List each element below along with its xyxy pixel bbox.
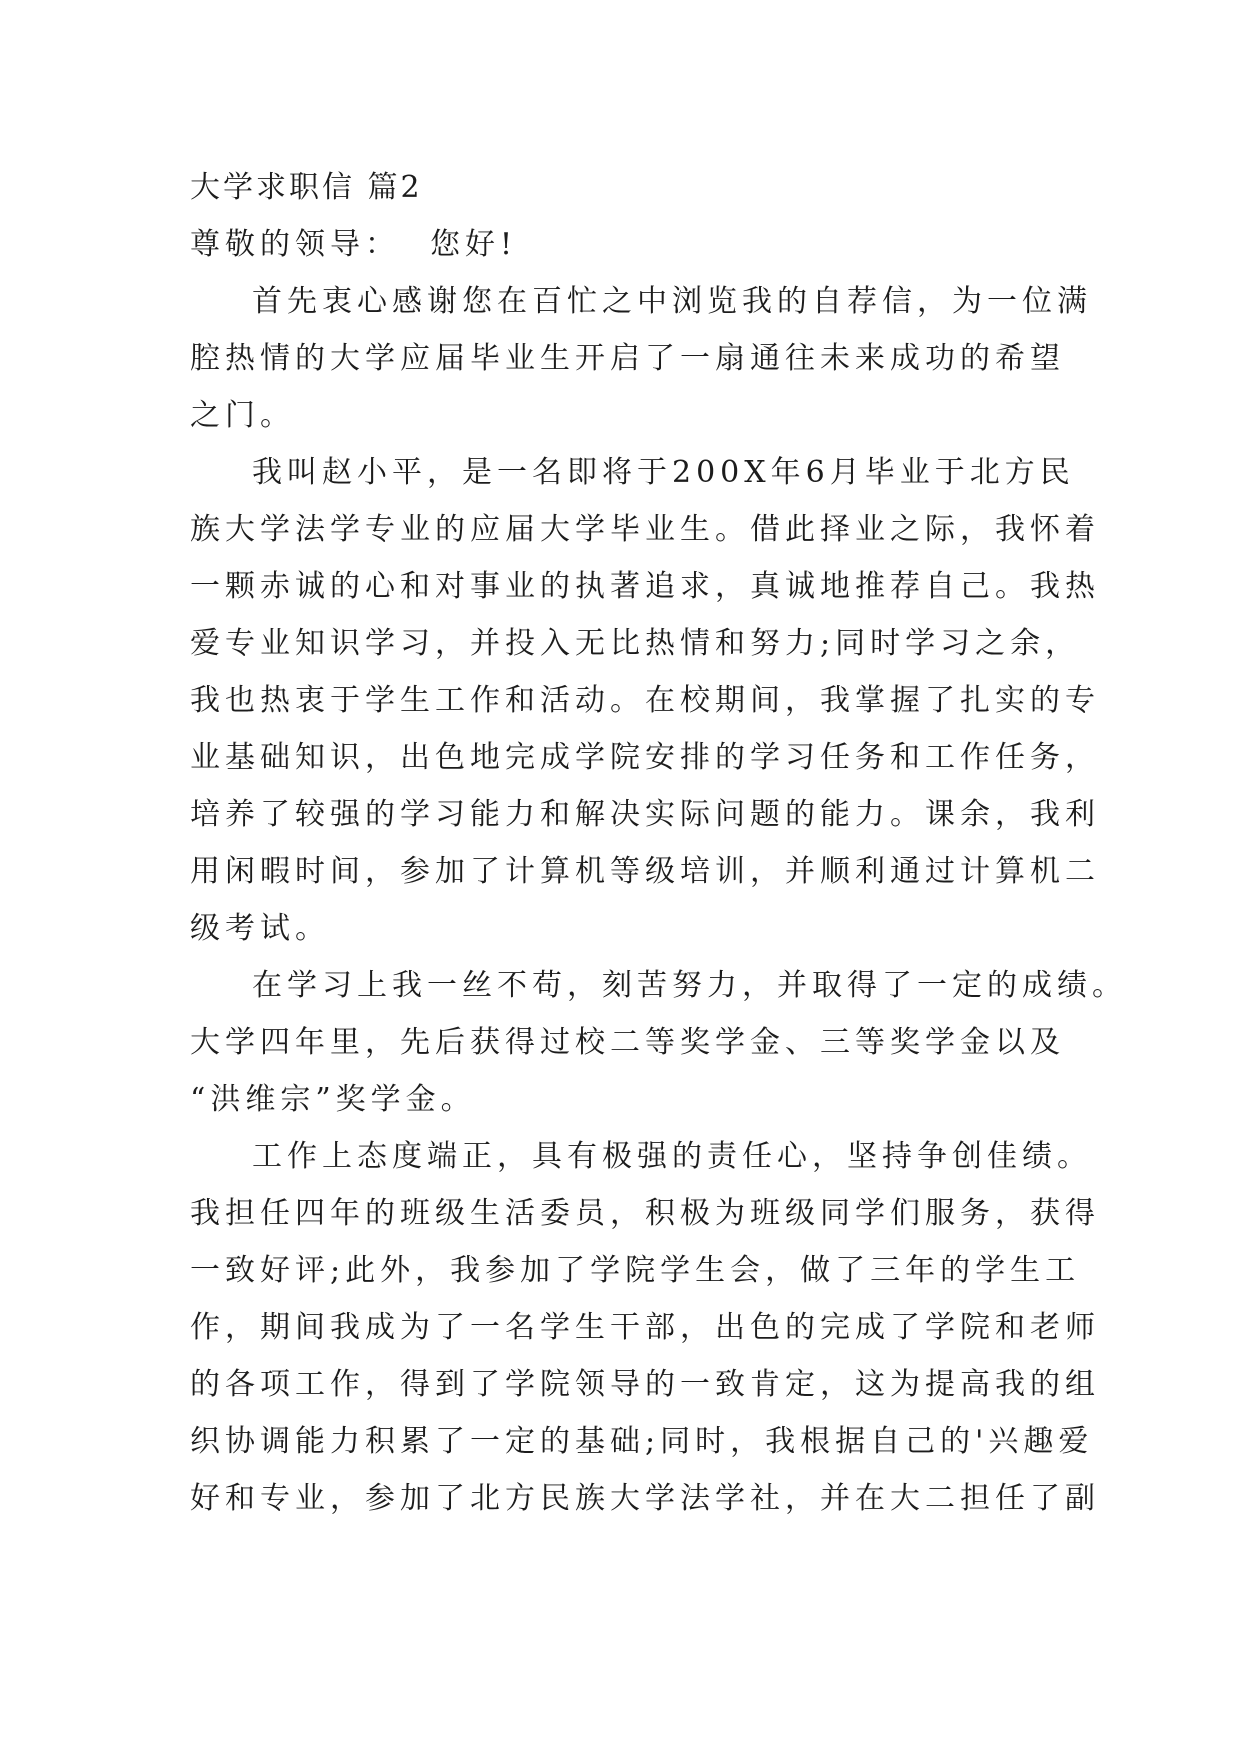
paragraph-line: 业基础知识，出色地完成学院安排的学习任务和工作任务， bbox=[190, 740, 1100, 775]
paragraph-line: 的各项工作，得到了学院领导的一致肯定，这为提高我的组 bbox=[190, 1367, 1100, 1402]
paragraph-line: 用闲暇时间，参加了计算机等级培训，并顺利通过计算机二 bbox=[190, 854, 1100, 889]
paragraph-line: 爱专业知识学习，并投入无比热情和努力;同时学习之余， bbox=[190, 626, 1081, 661]
greeting-line bbox=[190, 225, 517, 265]
paragraph-line: 之门。 bbox=[190, 398, 295, 433]
paragraph-line: 作，期间我成为了一名学生干部，出色的完成了学院和老师 bbox=[190, 1310, 1100, 1345]
paragraph-line: 首先衷心感谢您在百忙之中浏览我的自荐信，为一位满 bbox=[252, 284, 1092, 319]
paragraph-line: 我也热衷于学生工作和活动。在校期间，我掌握了扎实的专 bbox=[190, 683, 1100, 718]
salutation: 尊敬的领导： bbox=[190, 227, 400, 262]
paragraph-line: 族大学法学专业的应届大学毕业生。借此择业之际，我怀着 bbox=[190, 512, 1100, 547]
paragraph-line: 大学四年里，先后获得过校二等奖学金、三等奖学金以及 bbox=[190, 1025, 1065, 1060]
paragraph-line: 一颗赤诚的心和对事业的执著追求，真诚地推荐自己。我热 bbox=[190, 569, 1100, 604]
paragraph-line: 好和专业，参加了北方民族大学法学社，并在大二担任了副 bbox=[190, 1481, 1100, 1516]
paragraph-line: 腔热情的大学应届毕业生开启了一扇通往未来成功的希望 bbox=[190, 341, 1065, 376]
greeting-hello: 您好! bbox=[430, 227, 518, 262]
paragraph-line: 培养了较强的学习能力和解决实际问题的能力。课余，我利 bbox=[190, 797, 1100, 832]
document-title: 大学求职信 篇2 bbox=[190, 170, 423, 205]
paragraph-line: 工作上态度端正，具有极强的责任心，坚持争创佳绩。 bbox=[252, 1139, 1092, 1174]
paragraph-line: 我叫赵小平，是一名即将于200X年6月毕业于北方民 bbox=[252, 455, 1075, 490]
paragraph-line: 我担任四年的班级生活委员，积极为班级同学们服务，获得 bbox=[190, 1196, 1100, 1231]
paragraph-line: 一致好评;此外，我参加了学院学生会，做了三年的学生工 bbox=[190, 1253, 1081, 1288]
paragraph-line: 织协调能力积累了一定的基础;同时，我根据自己的'兴趣爱 bbox=[190, 1424, 1094, 1459]
paragraph-line: 级考试。 bbox=[190, 911, 330, 946]
paragraph-line: “洪维宗”奖学金。 bbox=[190, 1082, 476, 1117]
paragraph-line: 在学习上我一丝不苟，刻苦努力，并取得了一定的成绩。 bbox=[252, 968, 1127, 1003]
